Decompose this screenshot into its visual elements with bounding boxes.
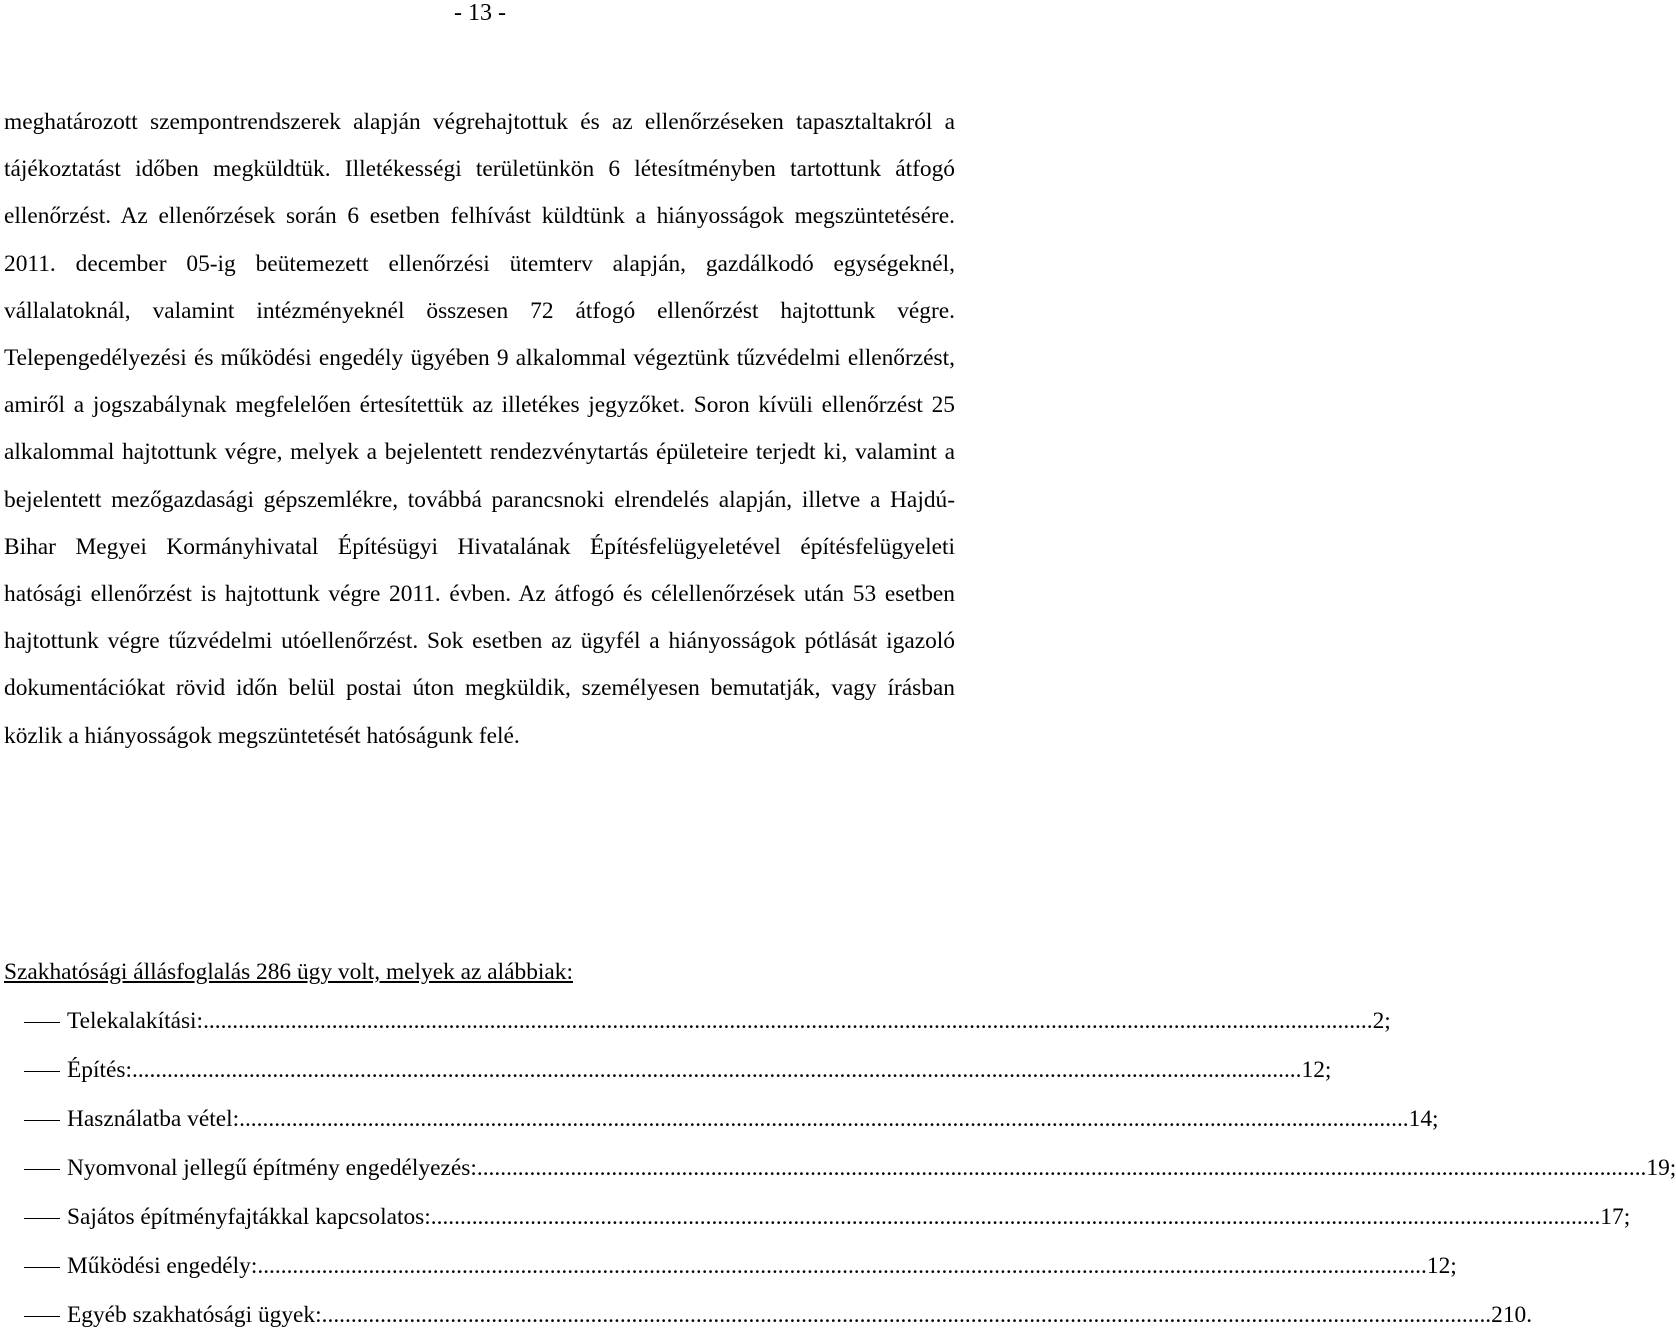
list-item-value: 17; [1600,1204,1631,1230]
list-item-label: Működési engedély: [67,1253,258,1279]
list-item-value: 12; [1301,1057,1332,1083]
list-item-value: 14; [1408,1106,1439,1132]
dash-bullet-icon [24,1169,60,1170]
section-heading: Szakhatósági állásfoglalás 286 ügy volt, melyek az alábbiak: [4,959,574,985]
list-item-row [67,1095,1439,1144]
dash-bullet-icon [24,1267,60,1268]
dash-bullet-icon [24,1316,60,1317]
list-item-label: Nyomvonal jellegű építmény engedélyezés: [67,1155,477,1181]
list-item [0,1291,1533,1340]
list-item-label: Egyéb szakhatósági ügyek: [67,1302,322,1328]
dash-bullet-icon [24,1120,60,1121]
list-item-label: Építés: [67,1057,132,1083]
body-paragraph: meghatározott szempontrendszerek alapján végrehajtottuk és az ellenőrzéseken tapasztaltakról a tájékoztatást időben megküldtük. Illetékességi területünkön 6 létesítményben tartottunk átfogó ellenőrzést. Az ellenőrzések során 6 esetben felhívást küldtünk a hiányosságok megszüntetésére. 2011. december 05-ig beütemezett ellenőrzési ütemterv alapján, gazdálkodó egységeknél, vállalatoknál, valamint intézményeknél összesen 72 átfogó ellenőrzést hajtottunk végre. Telepengedélyezési és működési engedély ügyében 9 alkalommal végeztünk tűzvédelmi ellenőrzést, amiről a jogszabálynak megfelelően értesítettük az illetékes jegyzőket. Soron kívüli ellenőrzést 25 alkalommal hajtottunk végre, melyek a bejelentett rendezvénytartás épületeire terjedt ki, valamint a bejelentett mezőgazdasági gépszemlékre, továbbá parancsnoki elrendelés alapján, illetve a Hajdú- Bihar Megyei Kormányhivatal Építésügyi Hivatalának Építésfelügyeletével építésfelügyeleti hatósági ellenőrzést is hajtottunk végre 2011. évben. Az átfogó és célellenőrzések után 53 esetben hajtottunk végre tűzvédelmi utóellenőrzést. Sok esetben az ügyfél a hiányosságok pótlását igazoló dokumentációkat rövid időn belül postai úton megküldik, személyesen bemutatják, vagy írásban közlik a hiányosságok megszüntetését hatóságunk felé. [4,109,955,749]
dot-leader: ........................................................................................................................................................................................................ [131,1057,1302,1083]
dot-leader: ........................................................................................................................................................................................................ [203,1008,1373,1034]
dot-leader: ........................................................................................................................................................................................................ [257,1253,1427,1279]
list-item [0,1046,1332,1095]
list-item [0,1144,1676,1193]
dash-bullet-icon [24,1218,60,1219]
dash-bullet-icon [24,1071,60,1072]
list-item-label: Telekalakítási: [67,1008,204,1034]
list-item [0,1095,1439,1144]
authority-cases-list [0,997,1676,1340]
list-item-row [67,1193,1631,1242]
dot-leader: ........................................................................................................................................................................................................ [430,1204,1601,1230]
list-item-value: 19; [1646,1155,1676,1181]
list-item-value: 210. [1491,1302,1533,1328]
dash-bullet-icon [24,1022,60,1023]
list-item-value: 12; [1426,1253,1457,1279]
dot-leader: ........................................................................................................................................................................................................ [239,1106,1409,1132]
dot-leader: ........................................................................................................................................................................................................ [321,1302,1492,1328]
list-item-row [67,1144,1676,1193]
page-number: - 13 - [454,0,506,26]
list-item-row [67,1291,1533,1340]
dot-leader: ........................................................................................................................................................................................................ [476,1155,1647,1181]
list-item-row [67,997,1391,1046]
list-item-label: Sajátos építményfajtákkal kapcsolatos: [67,1204,431,1230]
list-item-label: Használatba vétel: [67,1106,240,1132]
list-item-row [67,1242,1457,1291]
list-item-row [67,1046,1332,1095]
list-item-value: 2; [1372,1008,1391,1034]
list-item [0,1193,1631,1242]
list-item [0,997,1391,1046]
list-item [0,1242,1457,1291]
